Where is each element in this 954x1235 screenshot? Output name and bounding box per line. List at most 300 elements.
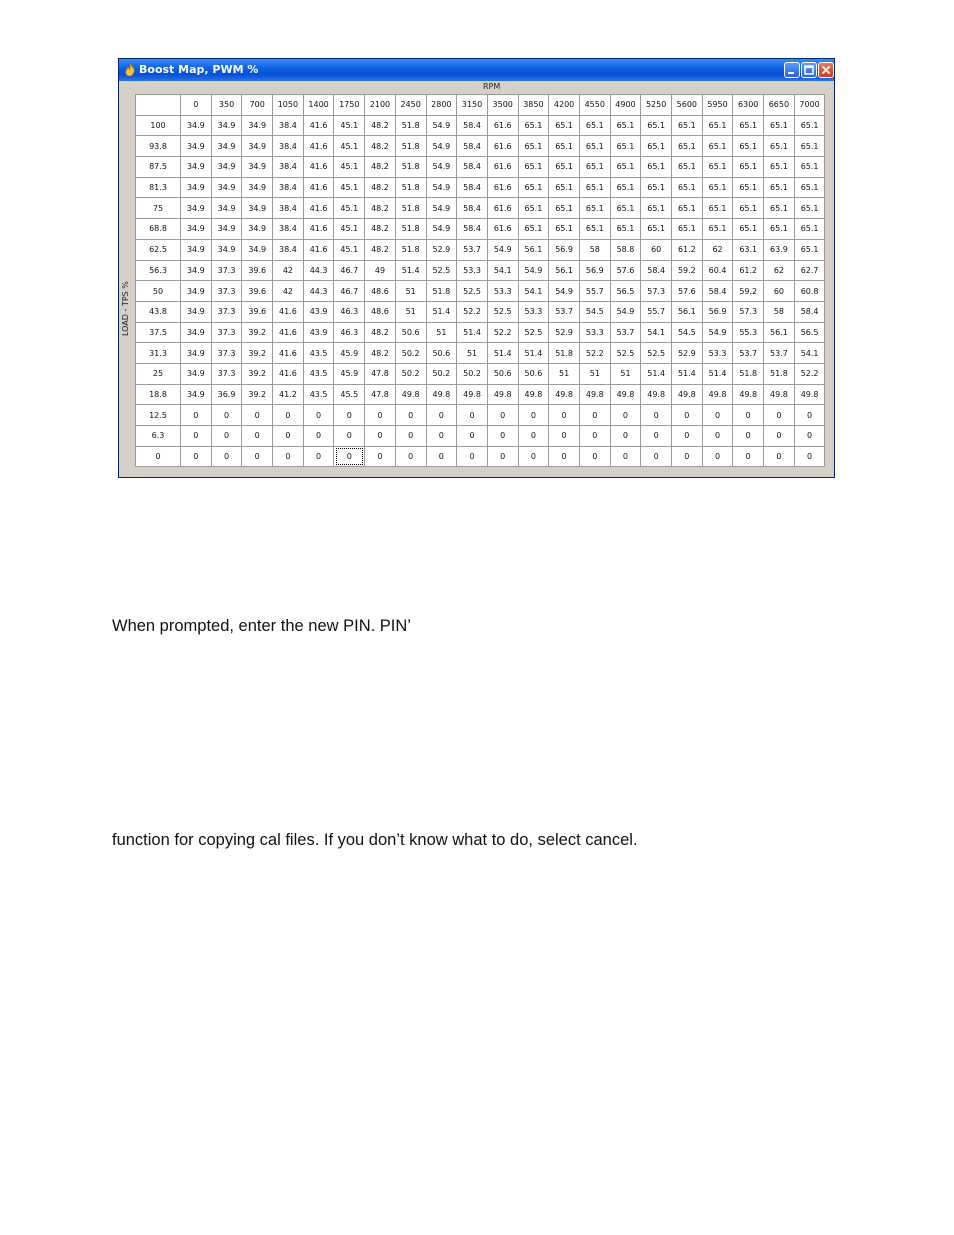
map-cell[interactable]: 58.4 [457, 198, 488, 219]
map-cell[interactable]: 52.5 [610, 343, 641, 364]
map-cell[interactable]: 45.1 [334, 239, 365, 260]
map-cell[interactable]: 48.2 [365, 219, 396, 240]
map-cell[interactable]: 0 [764, 426, 795, 447]
map-cell[interactable]: 61.6 [487, 115, 518, 136]
map-cell[interactable]: 37.3 [211, 301, 242, 322]
map-cell[interactable]: 0 [365, 426, 396, 447]
map-cell[interactable]: 34.9 [181, 115, 212, 136]
map-cell[interactable]: 0 [303, 426, 334, 447]
map-cell[interactable]: 60 [764, 281, 795, 302]
minimize-button[interactable] [784, 62, 800, 78]
map-cell[interactable]: 50.6 [487, 363, 518, 384]
map-cell[interactable]: 65.1 [702, 115, 733, 136]
map-cell[interactable]: 38.4 [273, 198, 304, 219]
map-cell[interactable]: 43.5 [303, 363, 334, 384]
map-cell[interactable]: 52.5 [426, 260, 457, 281]
map-cell[interactable]: 65.1 [641, 219, 672, 240]
map-cell[interactable]: 0 [303, 446, 334, 467]
map-cell[interactable]: 34.9 [211, 239, 242, 260]
map-cell[interactable]: 41.2 [273, 384, 304, 405]
map-cell[interactable]: 37.3 [211, 322, 242, 343]
map-cell[interactable]: 51 [610, 363, 641, 384]
map-cell[interactable]: 0 [211, 446, 242, 467]
map-cell[interactable]: 41.6 [273, 343, 304, 364]
map-cell[interactable]: 65.1 [518, 198, 549, 219]
map-cell[interactable]: 39.2 [242, 343, 273, 364]
map-cell[interactable]: 60 [641, 239, 672, 260]
map-cell[interactable]: 51 [426, 322, 457, 343]
map-cell[interactable]: 65.1 [549, 219, 580, 240]
map-cell[interactable]: 34.9 [211, 177, 242, 198]
map-cell[interactable]: 45.1 [334, 177, 365, 198]
map-cell[interactable]: 0 [426, 405, 457, 426]
map-cell[interactable]: 34.9 [181, 136, 212, 157]
map-cell[interactable]: 49.8 [518, 384, 549, 405]
map-cell[interactable]: 49.8 [549, 384, 580, 405]
map-cell[interactable]: 43.9 [303, 322, 334, 343]
map-cell[interactable]: 52.2 [457, 301, 488, 322]
map-cell[interactable]: 58.4 [457, 177, 488, 198]
map-cell[interactable]: 51.4 [641, 363, 672, 384]
map-cell[interactable]: 49.8 [487, 384, 518, 405]
map-cell[interactable]: 52.9 [549, 322, 580, 343]
map-cell[interactable]: 38.4 [273, 136, 304, 157]
map-cell[interactable]: 50.2 [395, 363, 426, 384]
map-cell[interactable]: 58.4 [702, 281, 733, 302]
map-cell[interactable]: 46.7 [334, 260, 365, 281]
map-cell[interactable]: 37.3 [211, 343, 242, 364]
map-cell[interactable]: 0 [242, 426, 273, 447]
map-cell[interactable]: 65.1 [579, 177, 610, 198]
map-cell[interactable]: 41.6 [273, 301, 304, 322]
map-cell[interactable]: 65.1 [702, 177, 733, 198]
map-cell[interactable]: 0 [764, 446, 795, 467]
map-cell[interactable]: 65.1 [518, 177, 549, 198]
map-cell[interactable]: 48.2 [365, 157, 396, 178]
map-cell[interactable]: 59.2 [672, 260, 703, 281]
map-cell[interactable]: 41.6 [303, 198, 334, 219]
map-cell[interactable]: 58.4 [457, 219, 488, 240]
map-cell[interactable]: 51.8 [395, 136, 426, 157]
map-cell[interactable]: 65.1 [610, 157, 641, 178]
map-cell[interactable]: 0 [457, 405, 488, 426]
map-cell[interactable]: 53.7 [610, 322, 641, 343]
map-cell[interactable]: 36.9 [211, 384, 242, 405]
map-cell[interactable]: 52.5 [487, 301, 518, 322]
map-cell[interactable]: 65.1 [702, 219, 733, 240]
map-cell[interactable]: 34.9 [181, 260, 212, 281]
map-cell[interactable]: 0 [334, 446, 365, 467]
map-cell[interactable]: 59.2 [733, 281, 764, 302]
map-cell[interactable]: 61.2 [733, 260, 764, 281]
map-cell[interactable]: 45.9 [334, 343, 365, 364]
map-cell[interactable]: 38.4 [273, 239, 304, 260]
map-cell[interactable]: 0 [641, 405, 672, 426]
map-cell[interactable]: 65.1 [518, 136, 549, 157]
map-cell[interactable]: 38.4 [273, 115, 304, 136]
map-cell[interactable]: 58.8 [610, 239, 641, 260]
map-cell[interactable]: 65.1 [733, 177, 764, 198]
map-cell[interactable]: 58.4 [794, 301, 825, 322]
map-cell[interactable]: 65.1 [733, 198, 764, 219]
map-cell[interactable]: 0 [794, 405, 825, 426]
map-cell[interactable]: 0 [273, 446, 304, 467]
map-cell[interactable]: 34.9 [211, 136, 242, 157]
map-cell[interactable]: 46.7 [334, 281, 365, 302]
map-cell[interactable]: 48.6 [365, 301, 396, 322]
map-cell[interactable]: 0 [518, 405, 549, 426]
map-cell[interactable]: 39.6 [242, 281, 273, 302]
map-cell[interactable]: 51.4 [457, 322, 488, 343]
map-cell[interactable]: 49.8 [794, 384, 825, 405]
map-cell[interactable]: 38.4 [273, 177, 304, 198]
map-cell[interactable]: 44.3 [303, 260, 334, 281]
map-cell[interactable]: 34.9 [181, 157, 212, 178]
map-cell[interactable]: 0 [518, 446, 549, 467]
map-cell[interactable]: 54.9 [426, 115, 457, 136]
map-cell[interactable]: 34.9 [181, 343, 212, 364]
map-cell[interactable]: 41.6 [303, 157, 334, 178]
map-cell[interactable]: 48.2 [365, 198, 396, 219]
map-cell[interactable]: 61.6 [487, 136, 518, 157]
map-cell[interactable]: 0 [365, 405, 396, 426]
map-cell[interactable]: 51.8 [395, 239, 426, 260]
map-cell[interactable]: 54.5 [672, 322, 703, 343]
map-cell[interactable]: 34.9 [181, 239, 212, 260]
map-cell[interactable]: 0 [487, 446, 518, 467]
map-cell[interactable]: 53.7 [549, 301, 580, 322]
map-cell[interactable]: 0 [395, 426, 426, 447]
map-cell[interactable]: 51.8 [764, 363, 795, 384]
map-cell[interactable]: 46.3 [334, 322, 365, 343]
map-cell[interactable]: 45.1 [334, 115, 365, 136]
map-cell[interactable]: 0 [610, 446, 641, 467]
map-cell[interactable]: 55.3 [733, 322, 764, 343]
map-cell[interactable]: 47.8 [365, 363, 396, 384]
map-cell[interactable]: 34.9 [211, 198, 242, 219]
map-cell[interactable]: 0 [549, 426, 580, 447]
map-cell[interactable]: 41.6 [303, 177, 334, 198]
map-cell[interactable]: 49.8 [764, 384, 795, 405]
map-cell[interactable]: 65.1 [794, 157, 825, 178]
map-cell[interactable]: 65.1 [794, 219, 825, 240]
map-cell[interactable]: 58.4 [641, 260, 672, 281]
map-cell[interactable]: 41.6 [303, 115, 334, 136]
map-cell[interactable]: 53.7 [733, 343, 764, 364]
map-cell[interactable]: 65.1 [518, 115, 549, 136]
map-cell[interactable]: 0 [211, 426, 242, 447]
map-cell[interactable]: 48.2 [365, 115, 396, 136]
map-cell[interactable]: 65.1 [672, 219, 703, 240]
close-button[interactable] [818, 62, 834, 78]
map-cell[interactable]: 53.7 [457, 239, 488, 260]
map-cell[interactable]: 65.1 [764, 157, 795, 178]
map-cell[interactable]: 65.1 [610, 177, 641, 198]
map-cell[interactable]: 34.9 [181, 198, 212, 219]
map-cell[interactable]: 0 [549, 446, 580, 467]
map-cell[interactable]: 41.6 [273, 363, 304, 384]
map-cell[interactable]: 65.1 [641, 157, 672, 178]
map-cell[interactable]: 34.9 [242, 198, 273, 219]
map-cell[interactable]: 56.1 [672, 301, 703, 322]
map-cell[interactable]: 54.9 [518, 260, 549, 281]
map-cell[interactable]: 0 [579, 446, 610, 467]
map-cell[interactable]: 0 [702, 426, 733, 447]
map-cell[interactable]: 0 [181, 405, 212, 426]
map-cell[interactable]: 50.2 [395, 343, 426, 364]
map-cell[interactable]: 56.9 [702, 301, 733, 322]
map-cell[interactable]: 65.1 [579, 136, 610, 157]
map-cell[interactable]: 54.9 [610, 301, 641, 322]
map-cell[interactable]: 34.9 [181, 301, 212, 322]
map-cell[interactable]: 53.7 [764, 343, 795, 364]
map-cell[interactable]: 0 [242, 446, 273, 467]
map-cell[interactable]: 65.1 [610, 136, 641, 157]
map-cell[interactable]: 0 [794, 426, 825, 447]
map-cell[interactable]: 34.9 [181, 177, 212, 198]
map-cell[interactable]: 0 [242, 405, 273, 426]
map-cell[interactable]: 41.6 [303, 219, 334, 240]
map-cell[interactable]: 54.5 [579, 301, 610, 322]
map-cell[interactable]: 65.1 [610, 115, 641, 136]
map-cell[interactable]: 0 [794, 446, 825, 467]
map-cell[interactable]: 60.8 [794, 281, 825, 302]
map-cell[interactable]: 51.8 [733, 363, 764, 384]
map-cell[interactable]: 34.9 [242, 115, 273, 136]
map-cell[interactable]: 43.5 [303, 343, 334, 364]
map-cell[interactable]: 50.6 [395, 322, 426, 343]
map-cell[interactable]: 0 [487, 426, 518, 447]
map-cell[interactable]: 50.6 [518, 363, 549, 384]
map-cell[interactable]: 0 [733, 426, 764, 447]
map-cell[interactable]: 53.3 [579, 322, 610, 343]
map-cell[interactable]: 0 [641, 426, 672, 447]
map-cell[interactable]: 48.2 [365, 136, 396, 157]
map-cell[interactable]: 34.9 [242, 177, 273, 198]
map-cell[interactable]: 0 [457, 426, 488, 447]
map-cell[interactable]: 51.4 [395, 260, 426, 281]
map-cell[interactable]: 51 [395, 281, 426, 302]
map-cell[interactable]: 39.2 [242, 363, 273, 384]
map-cell[interactable]: 34.9 [181, 384, 212, 405]
map-cell[interactable]: 51 [395, 301, 426, 322]
map-cell[interactable]: 51.8 [395, 115, 426, 136]
map-cell[interactable]: 52.5 [457, 281, 488, 302]
map-cell[interactable]: 34.9 [211, 219, 242, 240]
map-cell[interactable]: 51 [579, 363, 610, 384]
map-cell[interactable]: 0 [672, 426, 703, 447]
map-cell[interactable]: 48.2 [365, 343, 396, 364]
map-cell[interactable]: 51.4 [672, 363, 703, 384]
map-cell[interactable]: 42 [273, 260, 304, 281]
map-cell[interactable]: 65.1 [794, 198, 825, 219]
map-cell[interactable]: 0 [181, 426, 212, 447]
map-cell[interactable]: 65.1 [764, 115, 795, 136]
map-cell[interactable]: 0 [702, 405, 733, 426]
map-cell[interactable]: 49.8 [641, 384, 672, 405]
map-cell[interactable]: 49.8 [395, 384, 426, 405]
map-cell[interactable]: 34.9 [211, 115, 242, 136]
map-cell[interactable]: 65.1 [672, 157, 703, 178]
map-cell[interactable]: 38.4 [273, 157, 304, 178]
map-cell[interactable]: 63.1 [733, 239, 764, 260]
map-cell[interactable]: 45.1 [334, 136, 365, 157]
map-cell[interactable]: 0 [395, 446, 426, 467]
map-cell[interactable]: 51.8 [549, 343, 580, 364]
map-cell[interactable]: 0 [457, 446, 488, 467]
map-cell[interactable]: 48.2 [365, 177, 396, 198]
map-cell[interactable]: 54.9 [426, 177, 457, 198]
map-cell[interactable]: 52.2 [579, 343, 610, 364]
map-cell[interactable]: 45.1 [334, 219, 365, 240]
map-cell[interactable]: 0 [610, 426, 641, 447]
map-cell[interactable]: 61.6 [487, 177, 518, 198]
map-cell[interactable]: 54.1 [794, 343, 825, 364]
map-cell[interactable]: 58.4 [457, 115, 488, 136]
map-cell[interactable]: 53.3 [457, 260, 488, 281]
map-cell[interactable]: 0 [365, 446, 396, 467]
map-cell[interactable]: 57.3 [733, 301, 764, 322]
map-cell[interactable]: 49.8 [457, 384, 488, 405]
map-cell[interactable]: 65.1 [610, 219, 641, 240]
map-cell[interactable]: 34.9 [242, 157, 273, 178]
map-cell[interactable]: 65.1 [764, 219, 795, 240]
map-cell[interactable]: 54.9 [426, 157, 457, 178]
map-cell[interactable]: 0 [181, 446, 212, 467]
map-cell[interactable]: 38.4 [273, 219, 304, 240]
map-cell[interactable]: 51.8 [395, 157, 426, 178]
map-cell[interactable]: 0 [702, 446, 733, 467]
map-cell[interactable]: 34.9 [242, 239, 273, 260]
map-cell[interactable]: 50.6 [426, 343, 457, 364]
map-cell[interactable]: 60.4 [702, 260, 733, 281]
map-cell[interactable]: 49.8 [426, 384, 457, 405]
map-cell[interactable]: 65.1 [610, 198, 641, 219]
map-cell[interactable]: 49 [365, 260, 396, 281]
map-cell[interactable]: 34.9 [242, 219, 273, 240]
map-cell[interactable]: 51.4 [702, 363, 733, 384]
map-cell[interactable]: 56.1 [518, 239, 549, 260]
map-cell[interactable]: 45.5 [334, 384, 365, 405]
map-cell[interactable]: 45.9 [334, 363, 365, 384]
map-cell[interactable]: 53.3 [487, 281, 518, 302]
map-cell[interactable]: 65.1 [764, 136, 795, 157]
map-cell[interactable]: 65.1 [733, 115, 764, 136]
map-cell[interactable]: 51.4 [426, 301, 457, 322]
map-cell[interactable]: 61.6 [487, 157, 518, 178]
maximize-button[interactable] [801, 62, 817, 78]
map-cell[interactable]: 54.9 [426, 198, 457, 219]
map-cell[interactable]: 48.2 [365, 239, 396, 260]
map-cell[interactable]: 65.1 [672, 177, 703, 198]
map-cell[interactable]: 48.2 [365, 322, 396, 343]
map-cell[interactable]: 62.7 [794, 260, 825, 281]
map-cell[interactable]: 45.1 [334, 157, 365, 178]
map-cell[interactable]: 34.9 [181, 281, 212, 302]
map-cell[interactable]: 46.3 [334, 301, 365, 322]
map-cell[interactable]: 62 [702, 239, 733, 260]
map-cell[interactable]: 54.9 [426, 136, 457, 157]
map-cell[interactable]: 65.1 [549, 177, 580, 198]
map-cell[interactable]: 34.9 [181, 363, 212, 384]
map-cell[interactable]: 45.1 [334, 198, 365, 219]
map-cell[interactable]: 65.1 [794, 136, 825, 157]
map-cell[interactable]: 47.8 [365, 384, 396, 405]
map-cell[interactable]: 65.1 [794, 115, 825, 136]
map-cell[interactable]: 52.9 [426, 239, 457, 260]
map-cell[interactable]: 61.6 [487, 198, 518, 219]
map-cell[interactable]: 0 [610, 405, 641, 426]
map-cell[interactable]: 65.1 [641, 115, 672, 136]
map-cell[interactable]: 0 [334, 426, 365, 447]
map-cell[interactable]: 65.1 [518, 219, 549, 240]
map-cell[interactable]: 65.1 [794, 177, 825, 198]
map-cell[interactable]: 34.9 [181, 322, 212, 343]
map-cell[interactable]: 50.2 [426, 363, 457, 384]
map-cell[interactable]: 0 [641, 446, 672, 467]
map-cell[interactable]: 56.1 [549, 260, 580, 281]
map-cell[interactable]: 34.9 [211, 157, 242, 178]
map-cell[interactable]: 51.4 [487, 343, 518, 364]
map-cell[interactable]: 54.9 [426, 219, 457, 240]
map-cell[interactable]: 65.1 [641, 198, 672, 219]
map-cell[interactable]: 65.1 [702, 198, 733, 219]
map-cell[interactable]: 65.1 [579, 115, 610, 136]
map-cell[interactable]: 61.6 [487, 219, 518, 240]
map-cell[interactable]: 65.1 [672, 198, 703, 219]
map-cell[interactable]: 0 [273, 405, 304, 426]
map-cell[interactable]: 61.2 [672, 239, 703, 260]
map-cell[interactable]: 51.8 [395, 198, 426, 219]
map-cell[interactable]: 65.1 [641, 177, 672, 198]
map-cell[interactable]: 43.9 [303, 301, 334, 322]
map-cell[interactable]: 65.1 [764, 177, 795, 198]
map-cell[interactable]: 0 [764, 405, 795, 426]
map-cell[interactable]: 65.1 [579, 157, 610, 178]
map-cell[interactable]: 65.1 [641, 136, 672, 157]
map-cell[interactable]: 65.1 [794, 239, 825, 260]
map-cell[interactable]: 54.1 [518, 281, 549, 302]
map-cell[interactable]: 65.1 [733, 136, 764, 157]
map-cell[interactable]: 65.1 [549, 198, 580, 219]
map-cell[interactable]: 49.8 [733, 384, 764, 405]
map-cell[interactable]: 41.6 [273, 322, 304, 343]
map-cell[interactable]: 0 [518, 426, 549, 447]
map-cell[interactable]: 0 [672, 405, 703, 426]
map-cell[interactable]: 52.2 [487, 322, 518, 343]
map-cell[interactable]: 49.8 [610, 384, 641, 405]
map-cell[interactable]: 41.6 [303, 239, 334, 260]
map-cell[interactable]: 34.9 [181, 219, 212, 240]
map-cell[interactable]: 0 [579, 405, 610, 426]
map-cell[interactable]: 54.1 [487, 260, 518, 281]
map-cell[interactable]: 57.6 [672, 281, 703, 302]
map-cell[interactable]: 0 [672, 446, 703, 467]
map-cell[interactable]: 65.1 [702, 136, 733, 157]
map-cell[interactable]: 49.8 [579, 384, 610, 405]
map-cell[interactable]: 52.5 [641, 343, 672, 364]
map-cell[interactable]: 41.6 [303, 136, 334, 157]
map-cell[interactable]: 0 [303, 405, 334, 426]
window-titlebar[interactable] [119, 59, 834, 81]
map-cell[interactable]: 42 [273, 281, 304, 302]
map-cell[interactable]: 0 [395, 405, 426, 426]
map-cell[interactable]: 65.1 [518, 157, 549, 178]
map-cell[interactable]: 48.6 [365, 281, 396, 302]
map-cell[interactable]: 0 [549, 405, 580, 426]
map-cell[interactable]: 51 [457, 343, 488, 364]
map-cell[interactable]: 0 [733, 446, 764, 467]
